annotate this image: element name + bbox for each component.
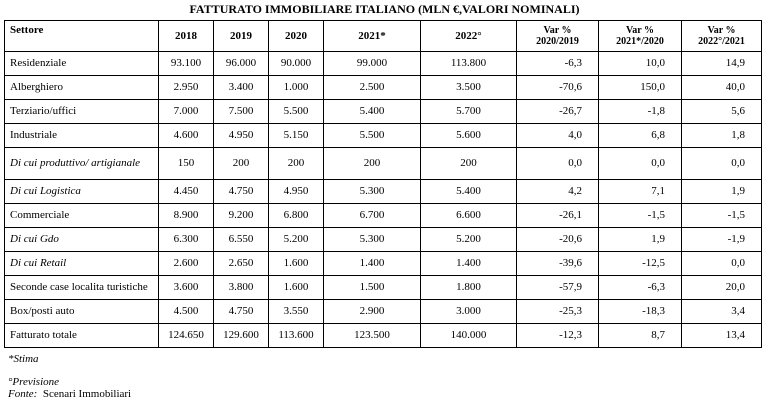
table-row-logistica [5, 180, 762, 204]
cell-var-2021-2020: 1,9 [599, 228, 682, 252]
header-var-label: Var % [625, 25, 655, 36]
cell-var-2021-2020: 6,8 [599, 124, 682, 148]
cell-2020: 1.600 [269, 276, 324, 300]
cell-2021: 1.400 [324, 252, 421, 276]
cell-2020: 5.200 [269, 228, 324, 252]
source-label: Fonte: [8, 388, 38, 400]
cell-2021: 123.500 [324, 324, 421, 348]
cell-var-2021-2020: -1,8 [599, 100, 682, 124]
cell-2020: 5.150 [269, 124, 324, 148]
cell-var-2022-2021: 0,0 [682, 252, 762, 276]
cell-2022: 3.000 [421, 300, 517, 324]
cell-var-2022-2021: 3,4 [682, 300, 762, 324]
cell-var-2020-2019: 0,0 [517, 148, 599, 180]
revenue-table [4, 20, 762, 348]
cell-2021: 6.700 [324, 204, 421, 228]
cell-var-2020-2019: -6,3 [517, 52, 599, 76]
header-sector: Settore [5, 21, 159, 52]
cell-2018: 4.500 [159, 300, 214, 324]
cell-2018: 4.450 [159, 180, 214, 204]
table-row-industriale [5, 124, 762, 148]
cell-2020: 1.000 [269, 76, 324, 100]
cell-var-2021-2020: 8,7 [599, 324, 682, 348]
row-label: Commerciale [5, 204, 159, 228]
cell-2019: 6.550 [214, 228, 269, 252]
row-label: Fatturato totale [5, 324, 159, 348]
header-var-label: Var % [543, 25, 572, 36]
header-2020: 2020 [269, 21, 324, 52]
cell-var-2020-2019: -70,6 [517, 76, 599, 100]
cell-2020: 90.000 [269, 52, 324, 76]
cell-var-2022-2021: 1,9 [682, 180, 762, 204]
cell-2022: 200 [421, 148, 517, 180]
header-2022: 2022° [421, 21, 517, 52]
cell-2019: 200 [214, 148, 269, 180]
cell-var-2020-2019: -26,7 [517, 100, 599, 124]
cell-2019: 9.200 [214, 204, 269, 228]
header-var-2022-2021 [682, 21, 762, 52]
table-row-alberghiero [5, 76, 762, 100]
cell-var-2022-2021: 14,9 [682, 52, 762, 76]
header-var-period: 2022°/2021 [698, 36, 745, 47]
table-row-commerciale [5, 204, 762, 228]
cell-var-2020-2019: -26,1 [517, 204, 599, 228]
cell-var-2020-2019: -57,9 [517, 276, 599, 300]
header-2019: 2019 [214, 21, 269, 52]
cell-var-2021-2020: -18,3 [599, 300, 682, 324]
cell-var-2020-2019: -25,3 [517, 300, 599, 324]
cell-2018: 3.600 [159, 276, 214, 300]
cell-2021: 5.300 [324, 228, 421, 252]
row-label: Seconde case localita turistiche [5, 276, 159, 300]
row-label: Box/posti auto [5, 300, 159, 324]
table-row-retail [5, 252, 762, 276]
cell-2019: 129.600 [214, 324, 269, 348]
cell-2019: 7.500 [214, 100, 269, 124]
cell-2020: 1.600 [269, 252, 324, 276]
cell-2020: 200 [269, 148, 324, 180]
header-var-2020-2019 [517, 21, 599, 52]
header-var-period: 2020/2019 [536, 36, 579, 47]
cell-2020: 113.600 [269, 324, 324, 348]
table-row-fatturato-totale [5, 324, 762, 348]
cell-2020: 5.500 [269, 100, 324, 124]
cell-var-2022-2021: 0,0 [682, 148, 762, 180]
cell-2021: 5.300 [324, 180, 421, 204]
cell-2019: 2.650 [214, 252, 269, 276]
cell-2022: 140.000 [421, 324, 517, 348]
note-spacer [8, 365, 131, 376]
cell-2022: 3.500 [421, 76, 517, 100]
header-row [5, 21, 762, 52]
table-row-seconde-case [5, 276, 762, 300]
row-label: Di cui Retail [5, 252, 159, 276]
cell-2022: 5.400 [421, 180, 517, 204]
cell-var-2021-2020: 0,0 [599, 148, 682, 180]
cell-2021: 5.500 [324, 124, 421, 148]
row-label: Terziario/uffici [5, 100, 159, 124]
cell-2019: 96.000 [214, 52, 269, 76]
note-previsione: °Previsione [8, 376, 60, 388]
header-2021: 2021* [324, 21, 421, 52]
cell-2022: 5.700 [421, 100, 517, 124]
cell-2018: 7.000 [159, 100, 214, 124]
cell-var-2020-2019: 4,2 [517, 180, 599, 204]
cell-var-2022-2021: 5,6 [682, 100, 762, 124]
header-var-2021-2020 [599, 21, 682, 52]
cell-var-2021-2020: 150,0 [599, 76, 682, 100]
cell-2020: 6.800 [269, 204, 324, 228]
row-label: Alberghiero [5, 76, 159, 100]
cell-2021: 2.500 [324, 76, 421, 100]
cell-var-2021-2020: -12,5 [599, 252, 682, 276]
cell-var-2021-2020: 7,1 [599, 180, 682, 204]
cell-2022: 6.600 [421, 204, 517, 228]
cell-var-2021-2020: -1,5 [599, 204, 682, 228]
cell-2022: 1.800 [421, 276, 517, 300]
cell-var-2022-2021: -1,9 [682, 228, 762, 252]
cell-2019: 3.800 [214, 276, 269, 300]
table-row-produttivo [5, 148, 762, 180]
cell-2018: 6.300 [159, 228, 214, 252]
footnotes [8, 353, 131, 400]
cell-2021: 200 [324, 148, 421, 180]
cell-var-2022-2021: 1,8 [682, 124, 762, 148]
table-row-box-posti-auto [5, 300, 762, 324]
cell-2022: 5.600 [421, 124, 517, 148]
note-stima: *Stima [8, 353, 39, 365]
cell-2020: 4.950 [269, 180, 324, 204]
note-source [8, 388, 131, 400]
cell-var-2020-2019: -20,6 [517, 228, 599, 252]
cell-2019: 4.750 [214, 300, 269, 324]
table-row-gdo [5, 228, 762, 252]
cell-2021: 2.900 [324, 300, 421, 324]
header-var-period: 2021*/2020 [616, 36, 664, 47]
cell-2018: 8.900 [159, 204, 214, 228]
table-row-residenziale [5, 52, 762, 76]
cell-var-2022-2021: -1,5 [682, 204, 762, 228]
table-title: FATTURATO IMMOBILIARE ITALIANO (MLN €,VALORI NOMINALI) [189, 2, 580, 16]
cell-2020: 3.550 [269, 300, 324, 324]
cell-var-2020-2019: 4,0 [517, 124, 599, 148]
cell-2019: 3.400 [214, 76, 269, 100]
cell-var-2022-2021: 40,0 [682, 76, 762, 100]
row-label: Di cui Logistica [5, 180, 159, 204]
cell-2018: 4.600 [159, 124, 214, 148]
cell-var-2021-2020: -6,3 [599, 276, 682, 300]
cell-2021: 99.000 [324, 52, 421, 76]
row-label: Di cui Gdo [5, 228, 159, 252]
cell-2018: 124.650 [159, 324, 214, 348]
cell-2019: 4.950 [214, 124, 269, 148]
cell-var-2022-2021: 13,4 [682, 324, 762, 348]
cell-var-2022-2021: 20,0 [682, 276, 762, 300]
cell-var-2021-2020: 10,0 [599, 52, 682, 76]
header-var-label: Var % [707, 25, 736, 36]
cell-2019: 4.750 [214, 180, 269, 204]
cell-2022: 113.800 [421, 52, 517, 76]
cell-2018: 150 [159, 148, 214, 180]
cell-2018: 2.950 [159, 76, 214, 100]
cell-2022: 5.200 [421, 228, 517, 252]
source-value: Scenari Immobiliari [42, 388, 132, 400]
cell-2018: 2.600 [159, 252, 214, 276]
cell-2021: 5.400 [324, 100, 421, 124]
cell-2018: 93.100 [159, 52, 214, 76]
row-label: Di cui produttivo/ artigianale [5, 148, 159, 180]
table-row-terziario [5, 100, 762, 124]
cell-var-2020-2019: -12,3 [517, 324, 599, 348]
row-label: Residenziale [5, 52, 159, 76]
header-2018: 2018 [159, 21, 214, 52]
cell-var-2020-2019: -39,6 [517, 252, 599, 276]
cell-2021: 1.500 [324, 276, 421, 300]
row-label: Industriale [5, 124, 159, 148]
cell-2022: 1.400 [421, 252, 517, 276]
